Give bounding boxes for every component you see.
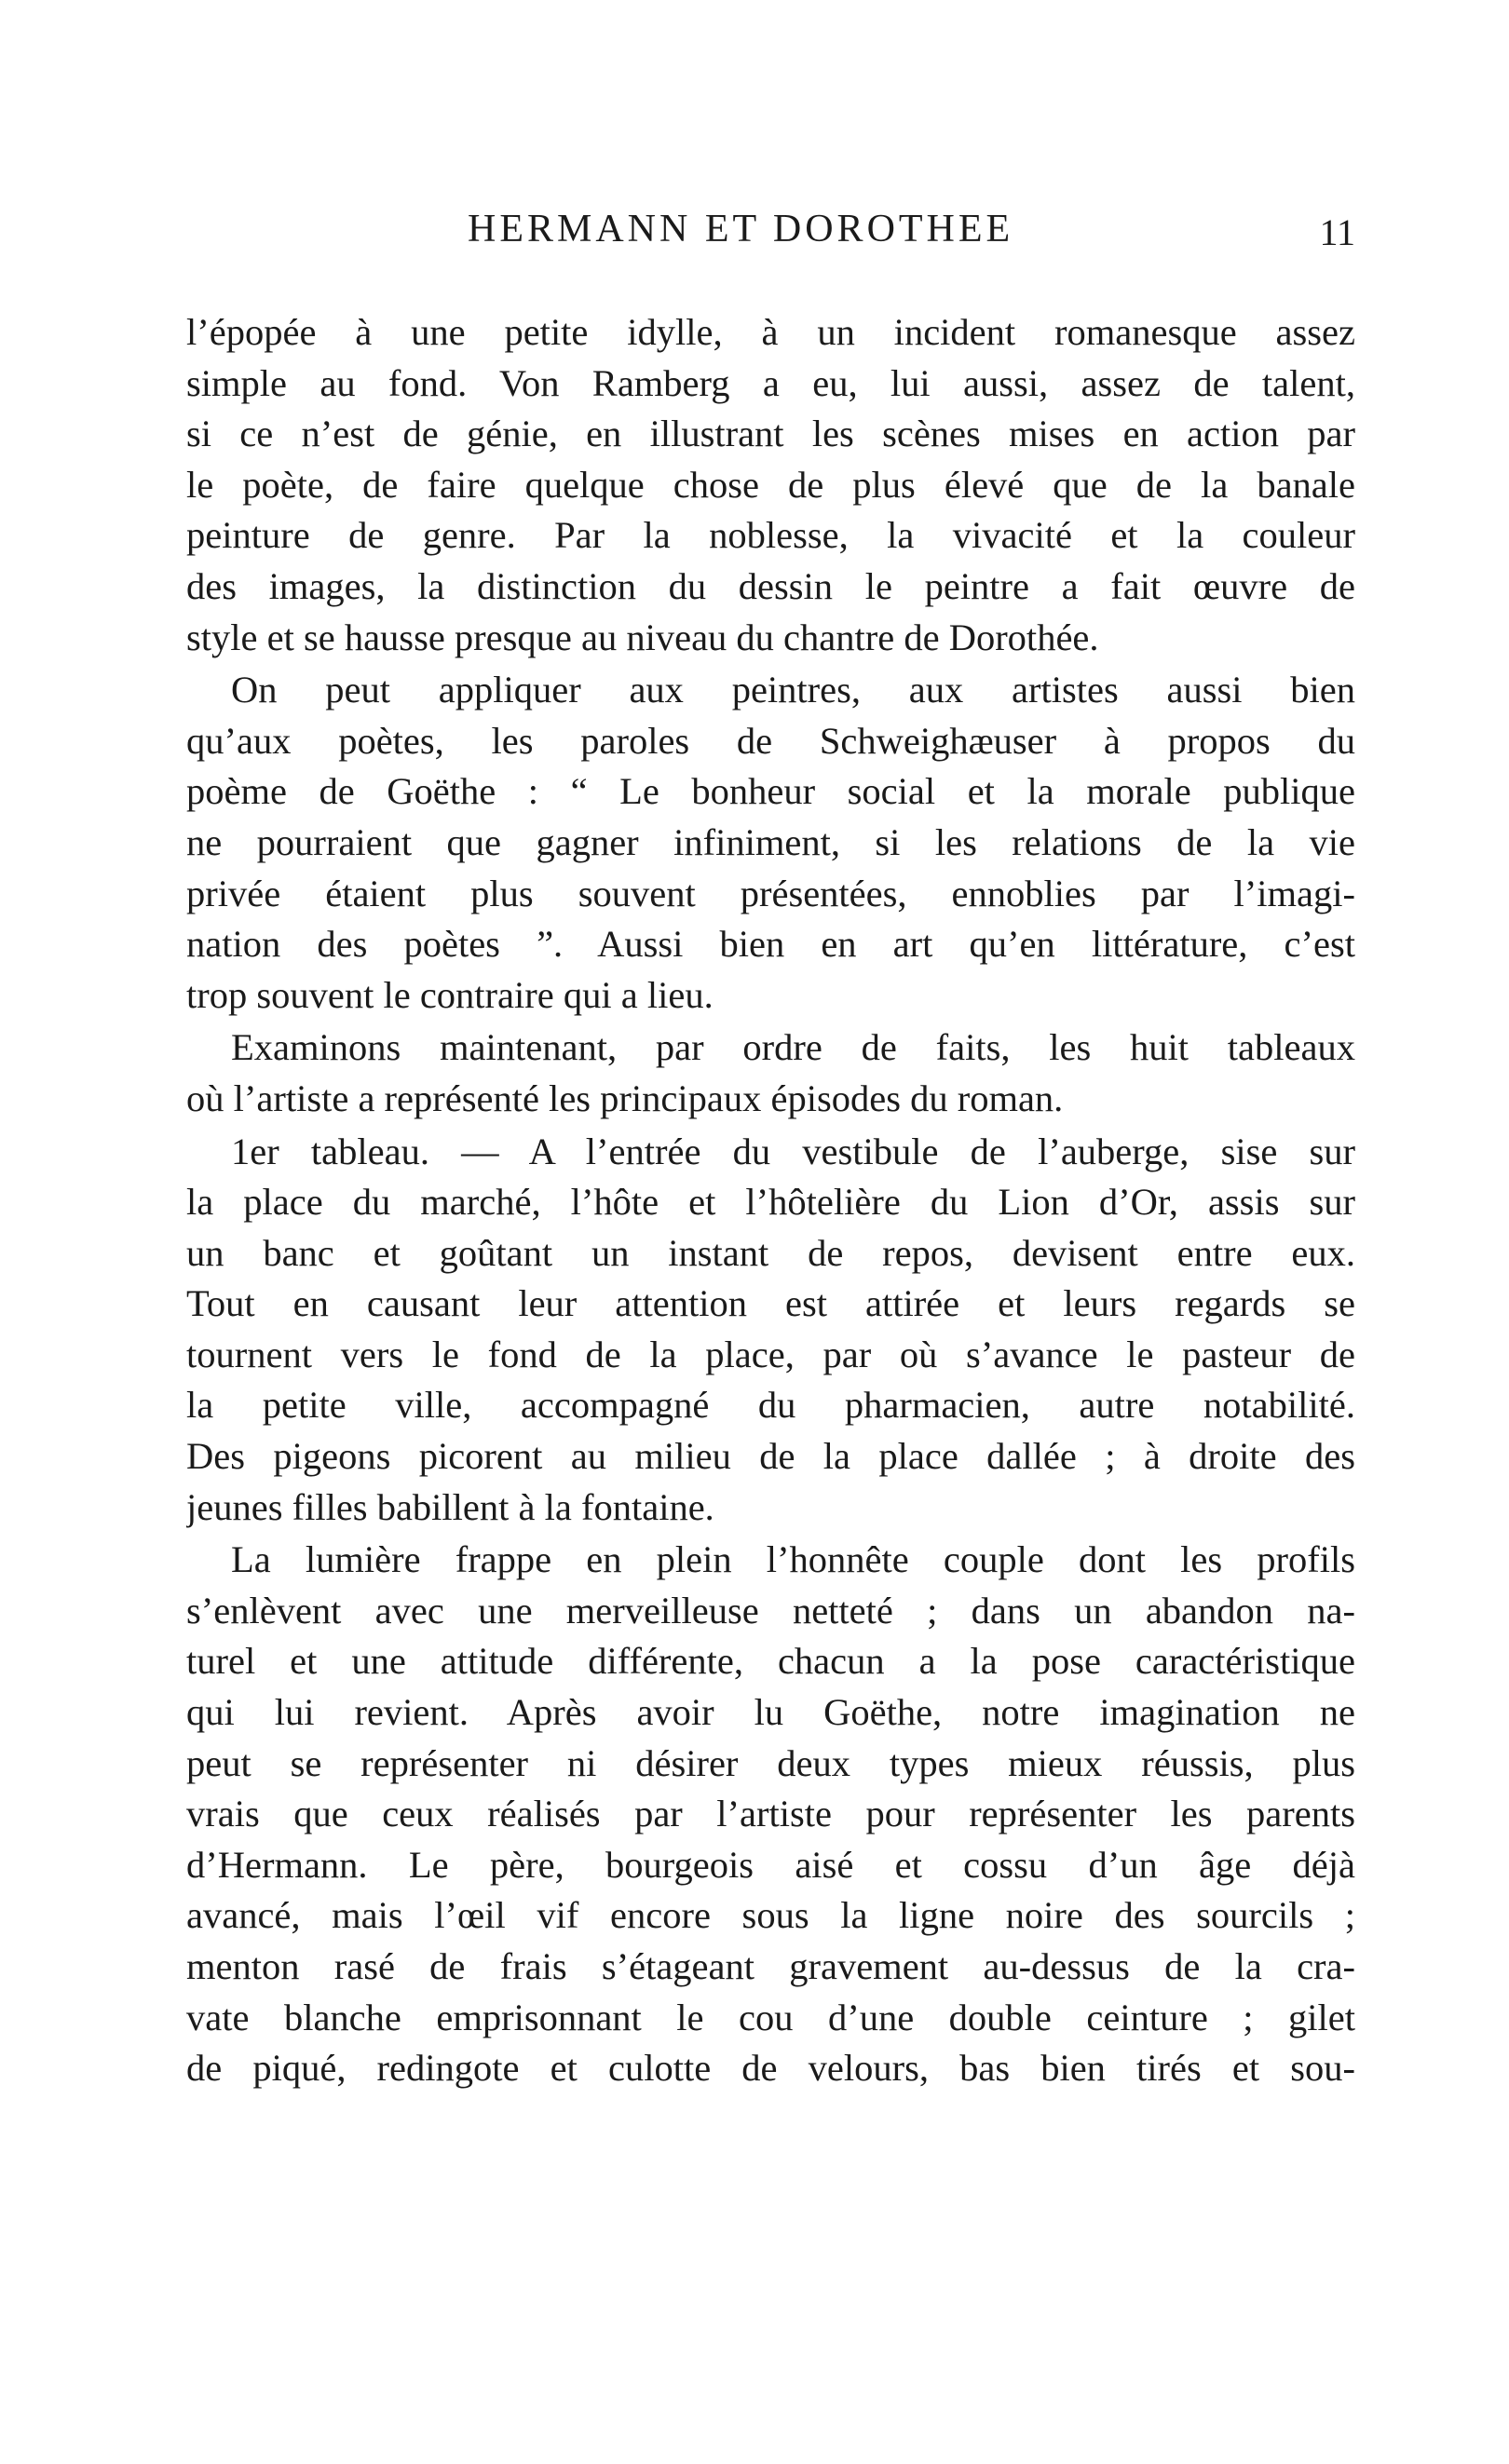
text-line: simple au fond. Von Ramberg a eu, lui aussi, assez de talent,	[186, 361, 1355, 404]
text-line: le poète, de faire quelque chose de plus élevé que de la banale	[186, 463, 1355, 506]
paragraph-3	[186, 1022, 1355, 1124]
page-number: 11	[1319, 211, 1355, 253]
text-line: d’Hermann. Le père, bourgeois aisé et cossu d’un âge déjà	[186, 1843, 1355, 1886]
text-line: peut se représenter ni désirer deux types mieux réussis, plus	[186, 1741, 1355, 1784]
text-line: avancé, mais l’œil vif encore sous la ligne noire des sourcils ;	[186, 1894, 1355, 1937]
text-line: trop souvent le contraire qui a lieu.	[186, 973, 714, 1016]
text-line: privée étaient plus souvent présentées, ennoblies par l’imagi-	[186, 872, 1355, 914]
text-line: On peut appliquer aux peintres, aux artistes aussi bien	[231, 669, 1355, 711]
paragraph-4	[186, 1127, 1355, 1534]
text-line: s’enlèvent avec une merveilleuse netteté ; dans un abandon na-	[186, 1589, 1355, 1631]
text-line: style et se hausse presque au niveau du chantre de Dorothée.	[186, 616, 1099, 658]
paragraph-1	[186, 307, 1355, 663]
text-line: la place du marché, l’hôte et l’hôtelière du Lion d’Or, assis sur	[186, 1181, 1355, 1224]
text-line: vate blanche emprisonnant le cou d’une double ceinture ; gilet	[186, 1996, 1355, 2038]
text-line: Des pigeons picorent au milieu de la place dallée ; à droite des	[186, 1435, 1355, 1478]
text-line: la petite ville, accompagné du pharmacien, autre notabilité.	[186, 1384, 1355, 1427]
paragraph-2	[186, 665, 1355, 1021]
text-line: 1er tableau. — A l’entrée du vestibule de l’auberge, sise sur	[231, 1130, 1355, 1172]
text-line: Tout en causant leur attention est attirée et leurs regards se	[186, 1282, 1355, 1325]
running-head	[186, 207, 1355, 263]
text-line: tournent vers le fond de la place, par où s’avance le pasteur de	[186, 1333, 1355, 1375]
text-line: où l’artiste a représenté les principaux épisodes du roman.	[186, 1076, 1064, 1119]
text-line: ne pourraient que gagner infiniment, si les relations de la vie	[186, 820, 1355, 863]
text-line: qu’aux poètes, les paroles de Schweighæuser à propos du	[186, 719, 1355, 762]
text-line: un banc et goûtant un instant de repos, devisent entre eux.	[186, 1231, 1355, 1274]
running-title: HERMANN ET DOROTHEE	[468, 208, 1014, 250]
text-line: l’épopée à une petite idylle, à un incident romanesque assez	[186, 311, 1355, 353]
text-line: vrais que ceux réalisés par l’artiste pour représenter les parents	[186, 1793, 1355, 1835]
text-line: de piqué, redingote et culotte de velours, bas bien tirés et sou-	[186, 2047, 1355, 2090]
text-line: jeunes filles babillent à la fontaine.	[186, 1485, 714, 1528]
paragraph-5	[186, 1535, 1355, 2094]
text-line: peinture de genre. Par la noblesse, la vivacité et la couleur	[186, 514, 1355, 557]
text-line: qui lui revient. Après avoir lu Goëthe, notre imagination ne	[186, 1691, 1355, 1734]
text-line: Examinons maintenant, par ordre de faits, les huit tableaux	[231, 1026, 1355, 1069]
text-line: menton rasé de frais s’étageant gravement au-dessus de la cra-	[186, 1945, 1355, 1987]
text-line: des images, la distinction du dessin le peintre a fait œuvre de	[186, 564, 1355, 607]
text-line: poème de Goëthe : “ Le bonheur social et la morale publique	[186, 770, 1355, 813]
text-line: nation des poètes ”. Aussi bien en art qu’en littérature, c’est	[186, 923, 1355, 966]
text-line: si ce n’est de génie, en illustrant les scènes mises en action par	[186, 413, 1355, 455]
text-line: La lumière frappe en plein l’honnête couple dont les profils	[231, 1538, 1355, 1581]
body-text	[186, 307, 1355, 2096]
text-line: turel et une attitude différente, chacun a la pose caractéristique	[186, 1640, 1355, 1683]
